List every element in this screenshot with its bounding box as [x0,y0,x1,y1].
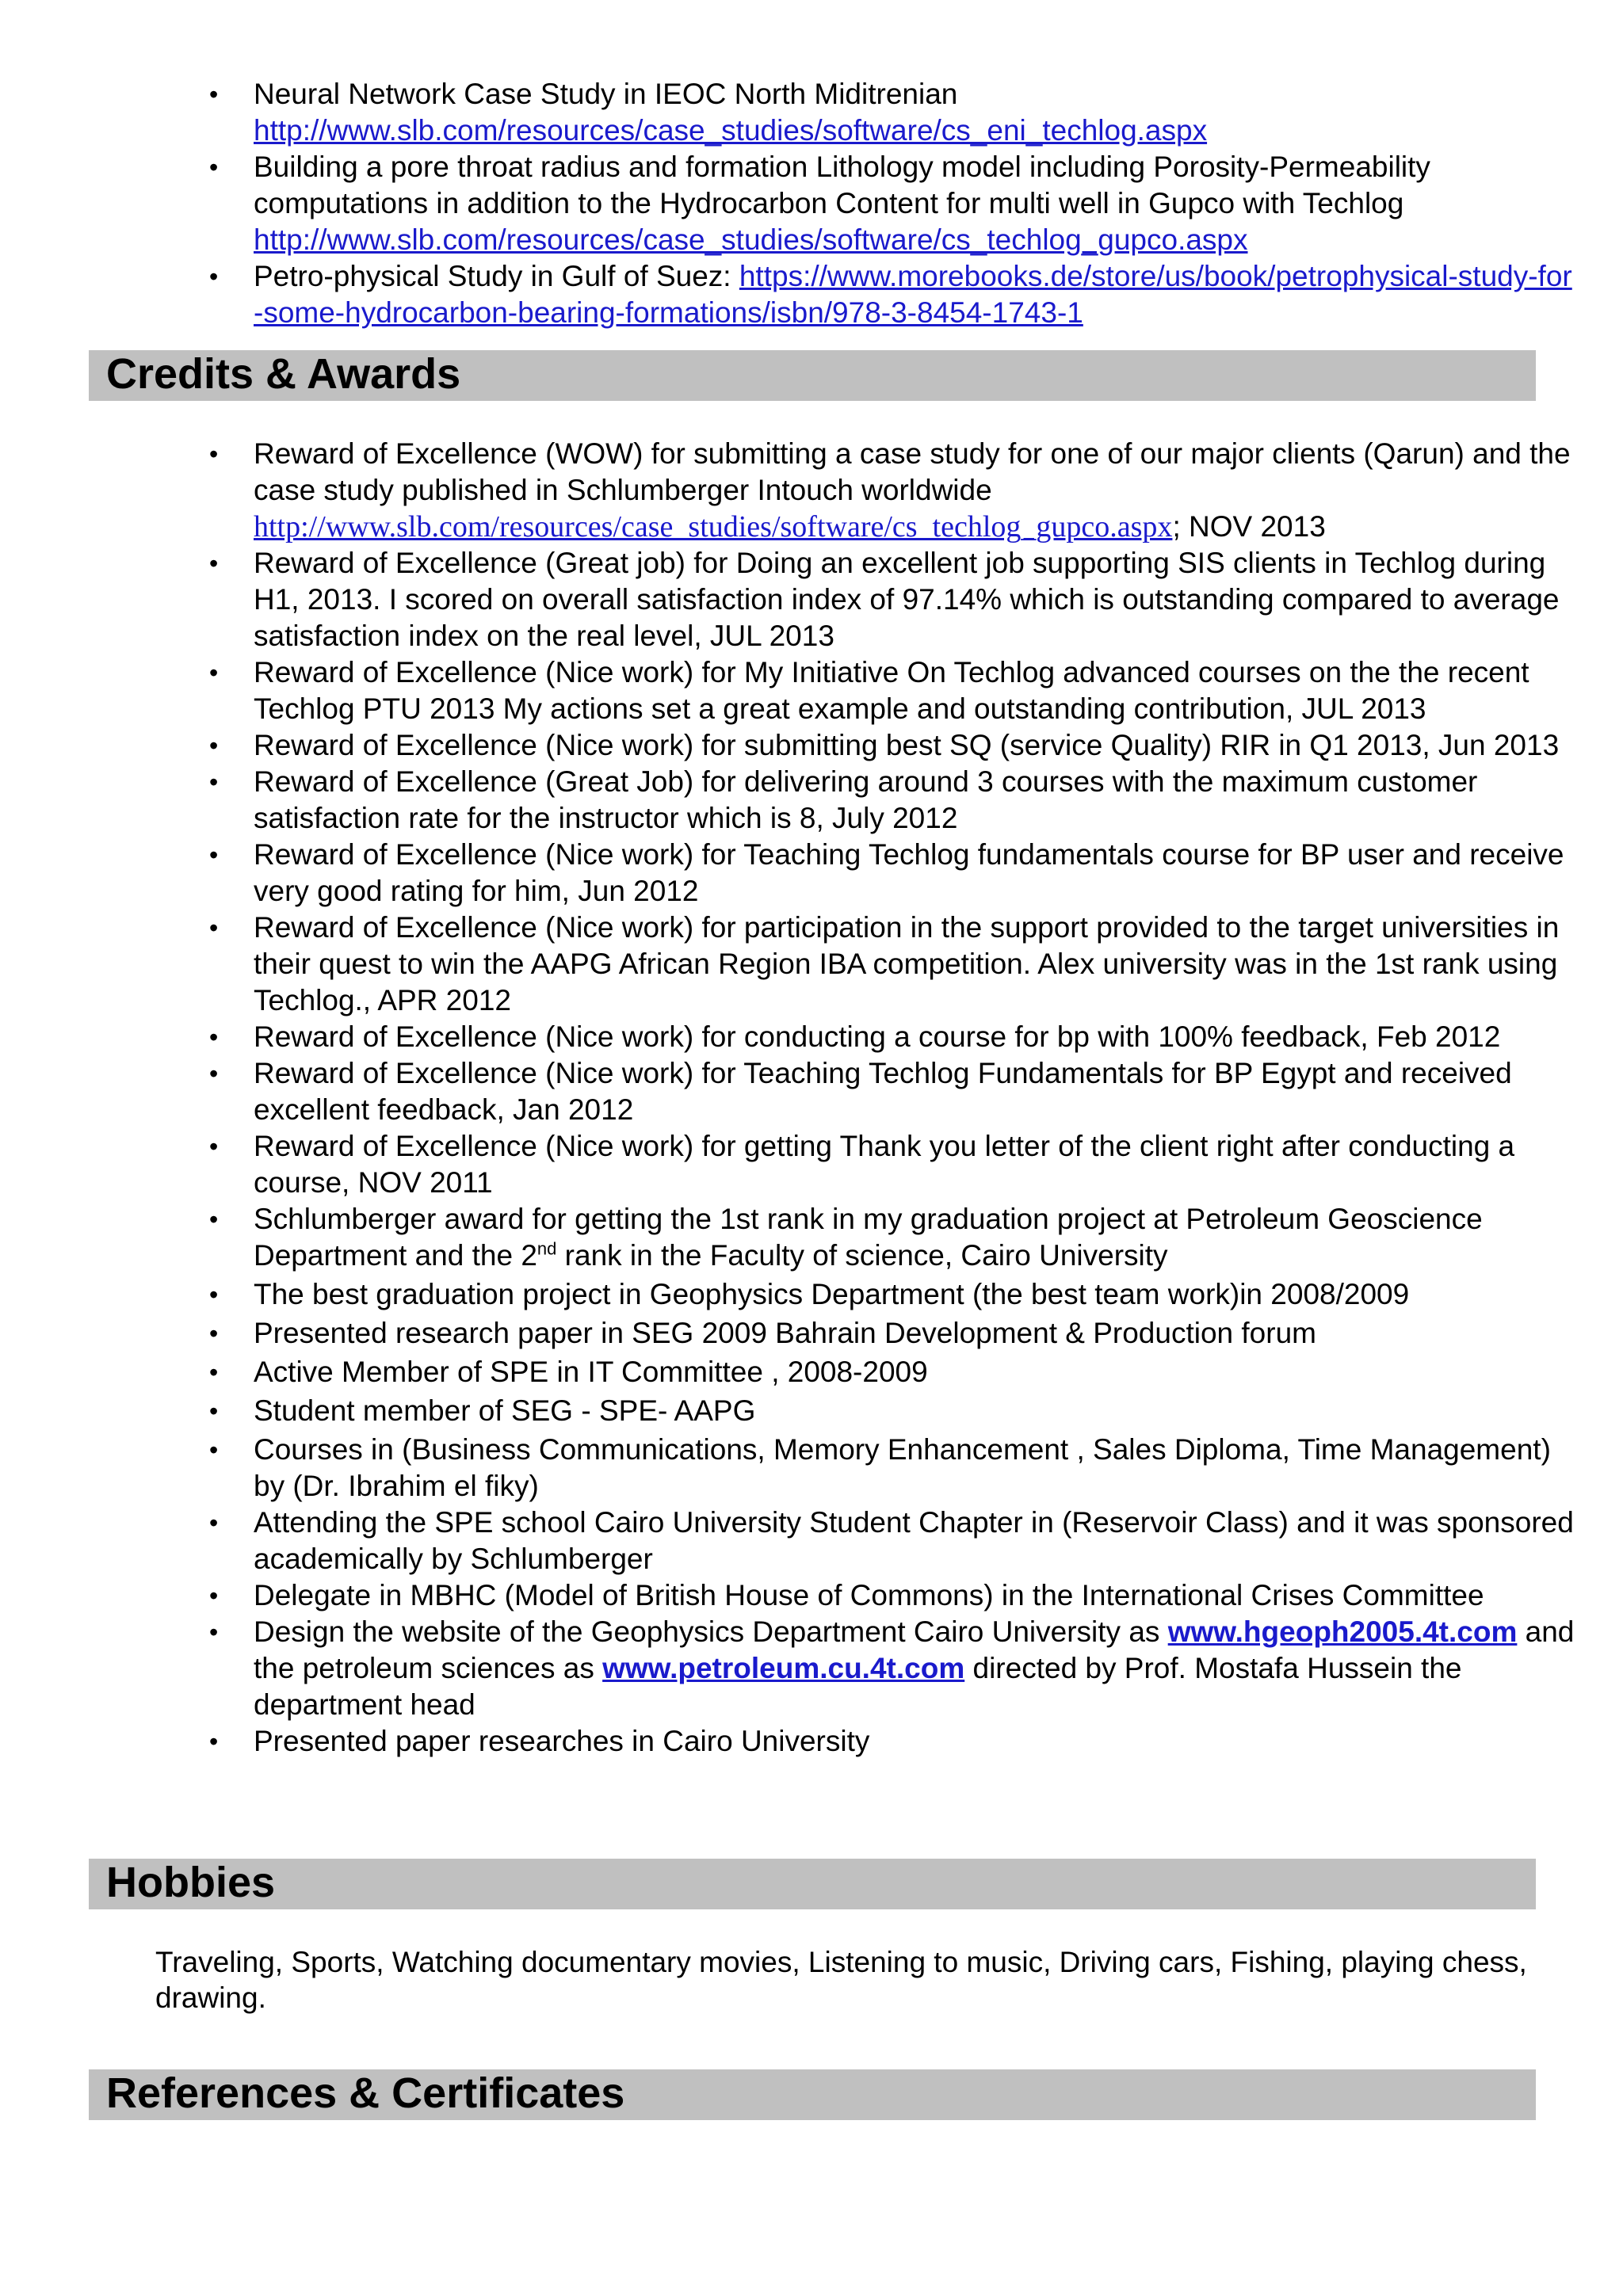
list-item: • Reward of Excellence (WOW) for submitting a case study for one of our major clients (Qarun) and the case study published in Schlumberger Intouch worldwide http://www.slb.com/resources/case_studies/software/cs_techlog_gupco.aspx; NOV 2013 [254,436,1582,545]
list-item: • Courses in (Business Communications, Memory Enhancement , Sales Diploma, Time Management) by (Dr. Ibrahim el fiky) [254,1432,1582,1505]
list-item: • Reward of Excellence (Nice work) for My Initiative On Techlog advanced courses on the the recent Techlog PTU 2013 My actions set a great example and outstanding contribution, JUL 2013 [254,654,1582,727]
list-item: • Student member of SEG - SPE- AAPG [254,1393,1582,1429]
case-study-link[interactable]: http://www.slb.com/resources/case_studies/software/cs_techlog_gupco.aspx [254,223,1248,256]
hobbies-section-header [89,1859,1536,1909]
geophysics-website-link[interactable]: www.hgeoph2005.4t.com [1167,1615,1518,1648]
list-item: • Design the website of the Geophysics Department Cairo University as www.hgeoph2005.4t.com and the petroleum sciences as www.petroleum.cu.4t.com directed by Prof. Mostafa Hussein the department head [254,1614,1582,1723]
case-study-link[interactable]: http://www.slb.com/resources/case_studies/software/cs_eni_techlog.aspx [254,114,1208,147]
case-study-link[interactable]: http://www.slb.com/resources/case_studies/software/cs_techlog_gupco.aspx [254,510,1173,543]
list-item: • The best graduation project in Geophysics Department (the best team work)in 2008/2009 [254,1276,1582,1313]
list-item: • Reward of Excellence (Nice work) for participation in the support provided to the target universities in their quest to win the AAPG African Region IBA competition. Alex university was in the 1st rank using Techlog., APR 2012 [254,910,1582,1019]
list-item: • Reward of Excellence (Great job) for Doing an excellent job supporting SIS clients in Techlog during H1, 2013. I scored on overall satisfaction index of 97.14% which is outstanding compared to average satisfaction index on the real level, JUL 2013 [254,545,1582,654]
projects-list [254,76,1582,331]
section-title: Hobbies [106,1859,276,1906]
list-item: • Reward of Excellence (Nice work) for Teaching Techlog fundamentals course for BP user and receive very good rating for him, Jun 2012 [254,837,1582,910]
list-item: • Attending the SPE school Cairo University Student Chapter in (Reservoir Class) and it was sponsored academically by Schlumberger [254,1505,1582,1577]
list-item: • Presented paper researches in Cairo University [254,1723,1582,1760]
list-item: • Delegate in MBHC (Model of British House of Commons) in the International Crises Committee [254,1577,1582,1614]
section-title: Credits & Awards [106,350,461,398]
list-item: • Reward of Excellence (Great Job) for delivering around 3 courses with the maximum customer satisfaction rate for the instructor which is 8, July 2012 [254,764,1582,837]
section-title: References & Certificates [106,2069,625,2117]
list-item: • Active Member of SPE in IT Committee , 2008-2009 [254,1354,1582,1390]
list-item: • Neural Network Case Study in IEOC North Miditrenian http://www.slb.com/resources/case_studies/software/cs_eni_techlog.aspx [254,76,1582,149]
list-item: • Petro-physical Study in Gulf of Suez: https://www.morebooks.de/store/us/book/petrophysical-study-for-some-hydrocarbon-bearing-formations/isbn/978-3-8454-1743-1 [254,258,1582,331]
list-item: • Presented research paper in SEG 2009 Bahrain Development & Production forum [254,1315,1582,1352]
list-item: • Reward of Excellence (Nice work) for conducting a course for bp with 100% feedback, Feb 2012 [254,1019,1582,1055]
credits-section-header [89,350,1536,401]
hobbies-text: Traveling, Sports, Watching documentary movies, Listening to music, Driving cars, Fishing, playing chess, drawing. [155,1946,1527,2014]
references-section-header [89,2069,1536,2120]
list-item: • Building a pore throat radius and formation Lithology model including Porosity-Permeability computations in addition to the Hydrocarbon Content for multi well in Gupco with Techlog http://www.slb.com/resources/case_studies/software/cs_techlog_gupco.aspx [254,149,1582,258]
credits-list [254,436,1582,1760]
list-item: • Reward of Excellence (Nice work) for getting Thank you letter of the client right after conducting a course, NOV 2011 [254,1128,1582,1201]
book-link[interactable]: https://www.morebooks.de/store/us/book/petrophysical-study-for-some-hydrocarbon-bearing-formations/isbn/978-3-8454-1743-1 [254,260,1572,329]
list-item: • Reward of Excellence (Nice work) for submitting best SQ (service Quality) RIR in Q1 2013, Jun 2013 [254,727,1582,764]
list-item: • Schlumberger award for getting the 1st rank in my graduation project at Petroleum Geoscience Department and the 2nd rank in the Faculty of science, Cairo University [254,1201,1582,1274]
petroleum-website-link[interactable]: www.petroleum.cu.4t.com [602,1652,965,1684]
list-item: • Reward of Excellence (Nice work) for Teaching Techlog Fundamentals for BP Egypt and received excellent feedback, Jan 2012 [254,1055,1582,1128]
